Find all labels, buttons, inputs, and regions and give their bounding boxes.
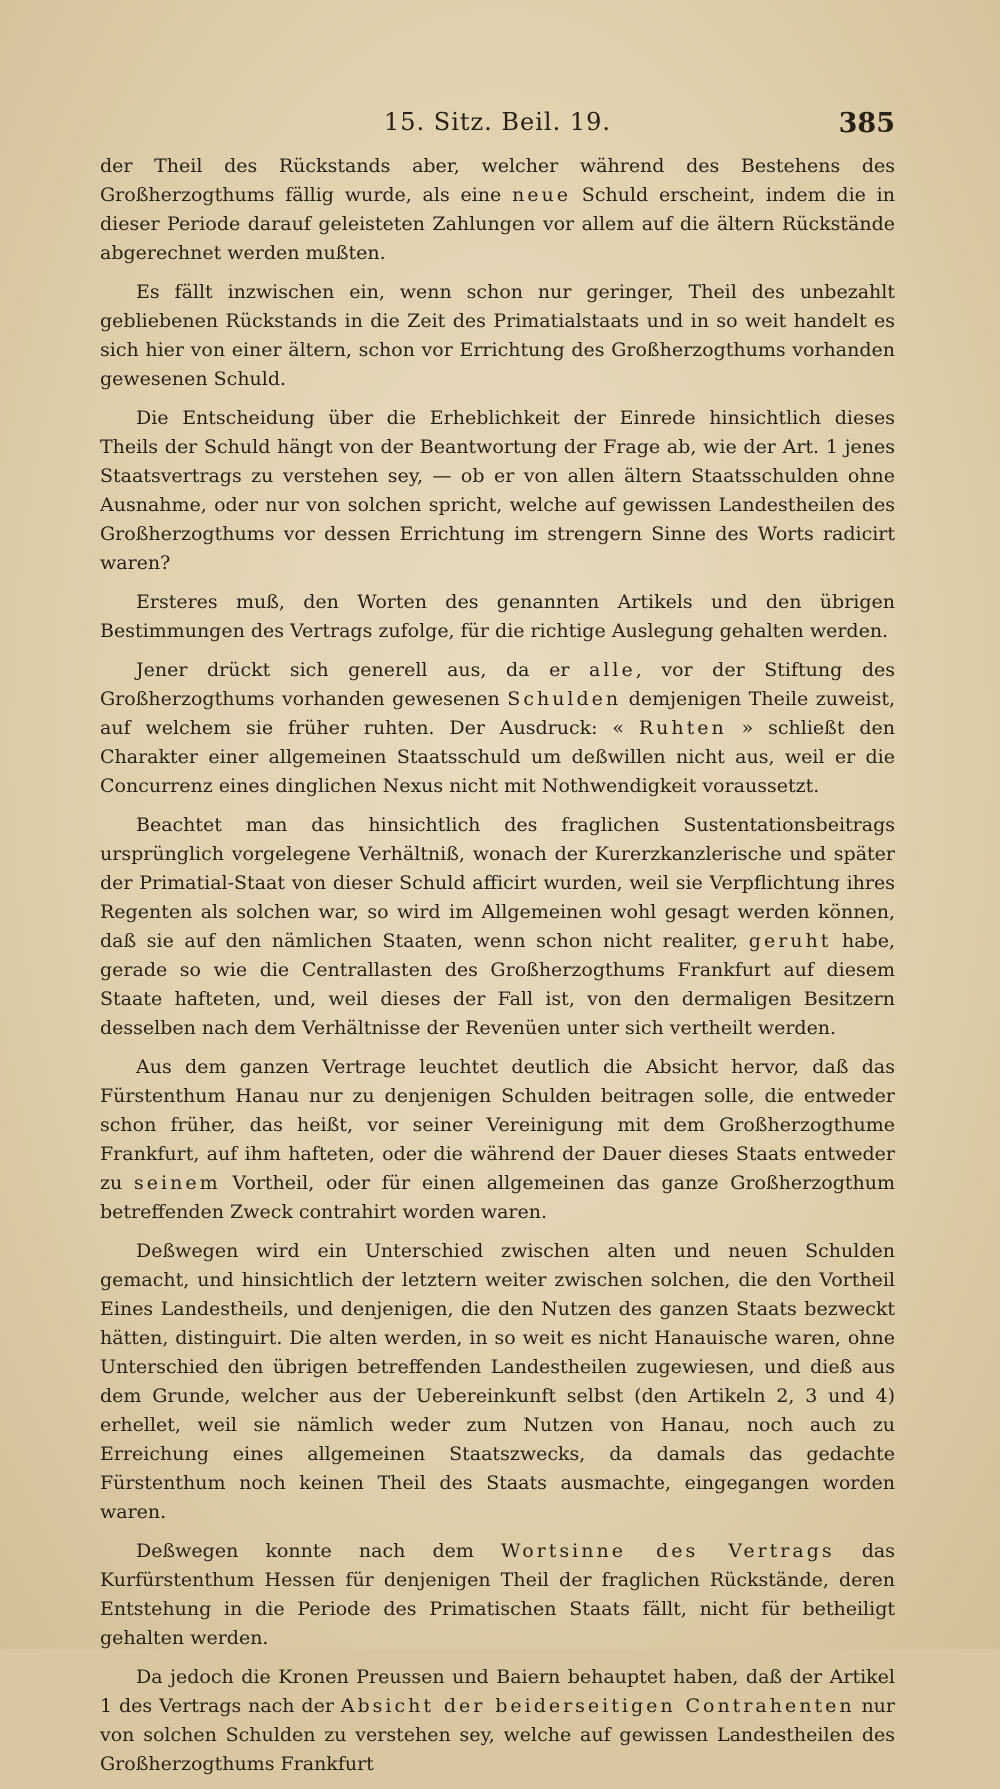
spaced-emphasis: Wortsinne des Vertrags bbox=[501, 1540, 835, 1562]
text-run: Schuld erscheint, indem die in dieser Periode darauf geleisteten Zahlungen vor allem auf die ältern Rückstände abgerechnet werden mußten. bbox=[100, 184, 895, 264]
page-header bbox=[100, 108, 895, 148]
spaced-emphasis: geruht bbox=[748, 930, 832, 952]
text-run: habe, gerade so wie die Centrallasten des Großherzogthums Frankfurt auf diesem Staate hafteten, und, weil dieses der Fall ist, von den dermaligen Besitzern desselben nach dem Verhältnisse der Revenüen unter sich vertheilt werden. bbox=[100, 930, 895, 1039]
spaced-emphasis: Schulden bbox=[507, 688, 622, 710]
text-run: Ersteres muß, den Worten des genannten Artikels und den übrigen Bestimmungen des Vertrags zufolge, für die richtige Auslegung gehalten werden. bbox=[100, 591, 895, 642]
paragraph bbox=[100, 588, 895, 646]
text-run: Da jedoch die Kronen Preussen und Baiern behauptet haben, daß der Artikel 1 des Vertrags nach der bbox=[100, 1666, 895, 1717]
text-run: der Theil des Rückstands aber, welcher während des Bestehens des Großherzogthums fällig wurde, als eine bbox=[100, 155, 895, 206]
paragraph bbox=[100, 656, 895, 801]
paragraph bbox=[100, 811, 895, 1043]
spaced-emphasis: Absicht der beiderseitigen Contrahenten bbox=[340, 1695, 855, 1717]
paragraph bbox=[100, 278, 895, 394]
text-run: Die Entscheidung über die Erheblichkeit der Einrede hinsichtlich dieses Theils der Schuld hängt von der Beantwortung der Frage ab, wie der Art. 1 jenes Staatsvertrags zu verstehen sey, — ob er von allen ältern Staatsschulden ohne Ausnahme, oder nur von solchen spricht, welche auf gewissen Landestheilen des Großherzogthums vor dessen Errichtung im strengern Sinne des Worts radicirt waren? bbox=[100, 407, 895, 574]
text-run: , vor der Stiftung des Großherzogthums vorhanden gewesenen bbox=[100, 659, 895, 710]
text-run: Es fällt inzwischen ein, wenn schon nur geringer, Theil des unbezahlt gebliebenen Rückstands in die Zeit des Primatialstaats und in so weit handelt es sich hier von einer ältern, schon vor Errichtung des Großherzogthums vorhanden gewesenen Schuld. bbox=[100, 281, 895, 390]
paragraph bbox=[100, 152, 895, 268]
spaced-emphasis: Ruhten bbox=[638, 717, 727, 739]
page-number: 385 bbox=[838, 108, 895, 139]
text-run: Vortheil, oder für einen allgemeinen das ganze Großherzogthum betreffenden Zweck contrahirt worden waren. bbox=[100, 1172, 895, 1223]
text-run: das Kurfürstenthum Hessen für denjenigen Theil der fraglichen Rückstände, deren Entstehung in die Periode des Primatischen Staats fällt, nicht für betheiligt gehalten werden. bbox=[100, 1540, 895, 1649]
text-run: Deßwegen konnte nach dem bbox=[136, 1540, 501, 1562]
text-run: Aus dem ganzen Vertrage leuchtet deutlich die Absicht hervor, daß das Fürstenthum Hanau nur zu denjenigen Schulden beitragen solle, die entweder schon früher, das heißt, vor seiner Vereinigung mit dem Großherzogthume Frankfurt, auf ihm hafteten, oder die während der Dauer dieses Staats entweder zu bbox=[100, 1056, 895, 1194]
spaced-emphasis: seinem bbox=[134, 1172, 221, 1194]
paragraph bbox=[100, 1663, 895, 1779]
paragraph bbox=[100, 1237, 895, 1527]
body-text bbox=[100, 152, 895, 1789]
text-run: » schließt den Charakter einer allgemeinen Staatsschuld um deßwillen nicht aus, weil er die Concurrenz eines dinglichen Nexus nicht mit Nothwendigkeit voraussetzt. bbox=[100, 717, 895, 797]
running-head: 15. Sitz. Beil. 19. bbox=[383, 108, 612, 136]
spaced-emphasis: alle bbox=[588, 659, 636, 681]
paragraph bbox=[100, 1537, 895, 1653]
text-run: demjenigen Theile zuweist, auf welchem sie früher ruhten. Der Ausdruck: « bbox=[100, 688, 895, 739]
paragraph bbox=[100, 404, 895, 578]
text-run: Jener drückt sich generell aus, da er bbox=[136, 659, 589, 681]
text-run: Deßwegen wird ein Unterschied zwischen alten und neuen Schulden gemacht, und hinsichtlich der letztern weiter zwischen solchen, die den Vortheil Eines Landestheils, und denjenigen, die den Nutzen des ganzen Staats bezweckt hätten, distinguirt. Die alten werden, in so weit es nicht Hanauische waren, ohne Unterschied den übrigen betreffenden Landestheilen zugewiesen, und dieß aus dem Grunde, welcher aus der Uebereinkunft selbst (den Artikeln 2, 3 und 4) erhellet, weil sie nämlich weder zum Nutzen von Hanau, noch auch zu Erreichung eines allgemeinen Staatszwecks, da damals das gedachte Fürstenthum noch keinen Theil des Staats ausmachte, eingegangen worden waren. bbox=[100, 1240, 895, 1523]
text-run: Beachtet man das hinsichtlich des fraglichen Sustentationsbeitrags ursprünglich vorgelegene Verhältniß, wonach der Kurerzkanzlerische und später der Primatial-Staat von dieser Schuld afficirt wurden, weil sie Verpflichtung ihres Regenten als solchen war, so wird im Allgemeinen wohl gesagt werden können, daß sie auf den nämlichen Staaten, wenn schon nicht realiter, bbox=[100, 814, 895, 952]
paragraph bbox=[100, 1053, 895, 1227]
spaced-emphasis: neue bbox=[512, 184, 572, 206]
text-run: nur von solchen Schulden zu verstehen sey, welche auf gewissen Landestheilen des Großherzogthums Frankfurt bbox=[100, 1695, 895, 1775]
